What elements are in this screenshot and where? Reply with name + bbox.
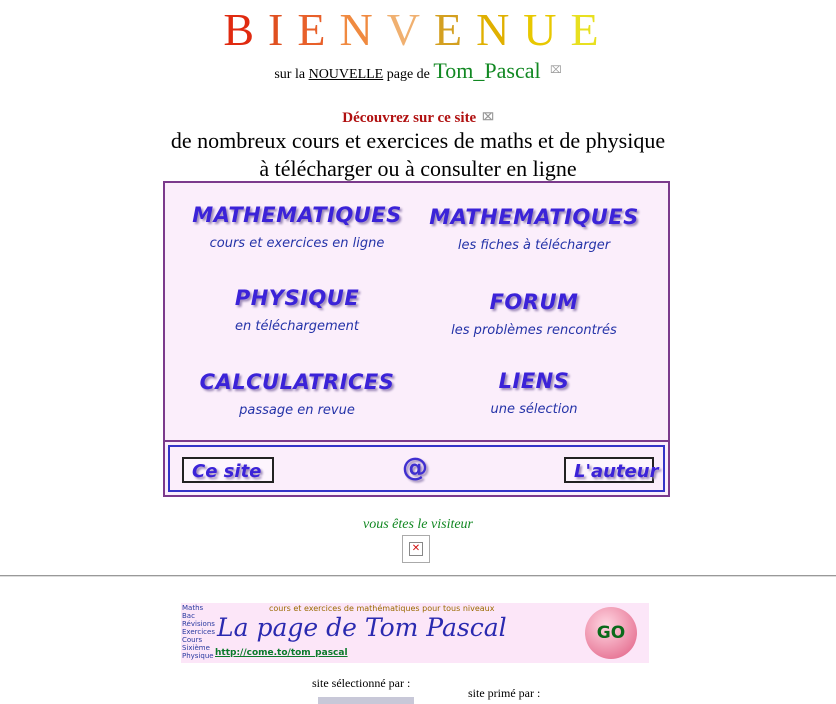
nouvelle-text: NOUVELLE xyxy=(308,67,384,82)
banner-topic: Bac xyxy=(182,612,195,620)
go-label: GO xyxy=(596,623,626,643)
menu-subtitle: les fiches à télécharger xyxy=(457,238,611,253)
divider xyxy=(0,575,836,577)
menu-math-online[interactable] xyxy=(187,203,407,251)
menu-subtitle: les problèmes rencontrés xyxy=(451,323,617,338)
banner-topic: Sixième xyxy=(182,644,210,652)
banner-title: La page de Tom Pascal xyxy=(217,613,507,642)
menu-calculatrices[interactable] xyxy=(187,370,407,418)
title-letter: N xyxy=(339,4,387,55)
visitor-text: vous êtes le visiteur xyxy=(362,517,474,532)
broken-image-icon: ⌧ xyxy=(550,65,562,76)
menu-title: LIENS xyxy=(498,369,570,393)
ce-site-button[interactable]: Ce site xyxy=(182,457,274,483)
selected-by-text: site sélectionné par : xyxy=(312,676,411,690)
title-letter: B xyxy=(223,4,269,55)
go-button[interactable] xyxy=(585,607,637,659)
author-button[interactable]: L'auteur xyxy=(564,457,654,483)
menu-title: CALCULATRICES xyxy=(199,370,395,394)
banner-topic-list xyxy=(182,604,215,660)
broken-image-icon: ✕ xyxy=(409,542,423,556)
menu-title: MATHEMATIQUES xyxy=(192,203,402,227)
bottom-bar-frame xyxy=(168,445,665,492)
banner-topic: Maths xyxy=(182,604,204,612)
discover-text: Découvrez sur ce site xyxy=(342,110,477,126)
menu-physique[interactable] xyxy=(187,286,407,334)
banner-topic: Exercices xyxy=(182,628,215,636)
title-letter: E xyxy=(570,4,613,55)
banner-topic: Physique xyxy=(182,652,214,660)
menu-subtitle: une sélection xyxy=(490,402,578,417)
sub-middle: page de xyxy=(386,67,430,82)
visitor-counter-image xyxy=(402,535,430,563)
awarded-by-text: site primé par : xyxy=(468,686,541,700)
banner-topic: Cours xyxy=(182,636,203,644)
main-menu xyxy=(163,181,670,442)
sub-prefix: sur la xyxy=(274,67,306,82)
email-at-icon[interactable]: @ xyxy=(402,453,428,483)
title-letter: I xyxy=(268,4,298,55)
broken-image-icon: ⌧ xyxy=(482,112,494,123)
menu-title: FORUM xyxy=(489,290,579,314)
title-letter: N xyxy=(476,4,524,55)
banner-topic: Révisions xyxy=(182,620,215,628)
menu-subtitle: passage en revue xyxy=(239,403,355,418)
menu-subtitle: cours et exercices en ligne xyxy=(209,236,385,251)
title-letter: E xyxy=(433,4,477,55)
selection-badge-image[interactable] xyxy=(318,697,414,704)
title-letter: U xyxy=(523,4,571,55)
menu-subtitle: en téléchargement xyxy=(234,319,360,334)
menu-title: MATHEMATIQUES xyxy=(429,205,639,229)
banner-url-link[interactable]: http://come.to/tom_pascal xyxy=(215,648,348,658)
menu-forum[interactable] xyxy=(423,290,645,338)
subtitle xyxy=(0,58,836,88)
banner-tagline: cours et exercices de mathématiques pour tous niveaux xyxy=(269,604,495,613)
intro-line-2: à télécharger ou à consulter en ligne xyxy=(259,156,577,181)
menu-liens[interactable] xyxy=(423,369,645,417)
welcome-title xyxy=(0,4,836,56)
intro-line-1: de nombreux cours et exercices de maths et de physique xyxy=(170,128,666,153)
menu-math-download[interactable] xyxy=(423,205,645,253)
title-letter: E xyxy=(297,4,340,55)
menu-title: PHYSIQUE xyxy=(234,286,360,310)
author-name: Tom_Pascal xyxy=(433,58,541,83)
title-letter: V xyxy=(386,4,434,55)
bottom-bar xyxy=(163,440,670,497)
tom-pascal-banner[interactable] xyxy=(181,603,649,663)
discover-heading xyxy=(0,108,836,128)
